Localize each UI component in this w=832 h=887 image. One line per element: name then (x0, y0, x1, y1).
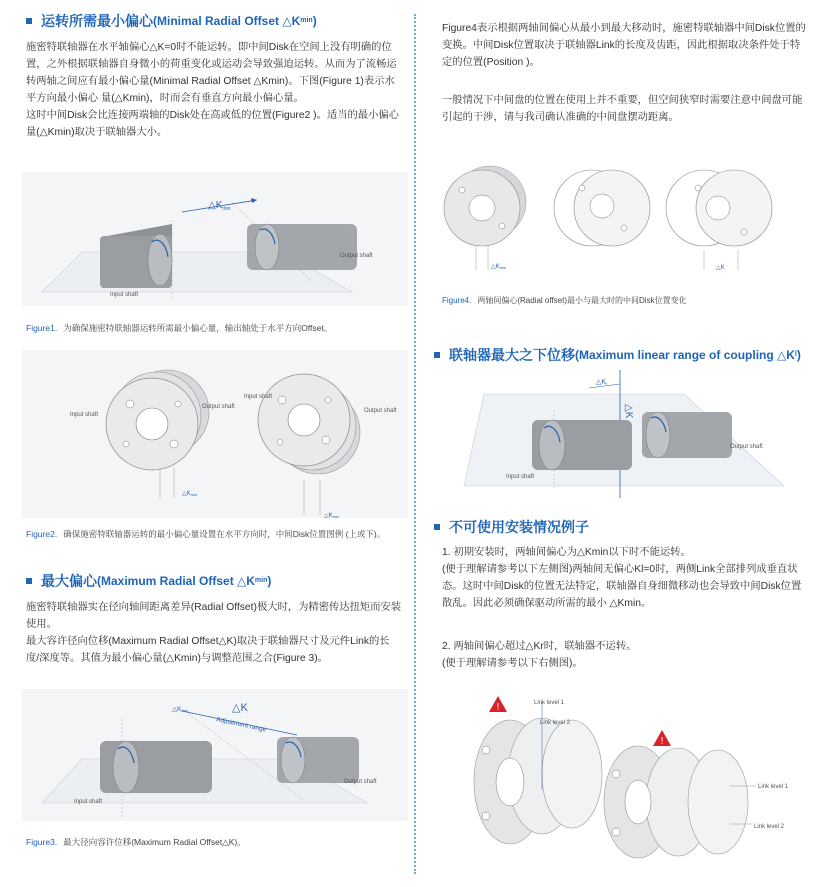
fig5-input-shaft-cylinder (532, 420, 632, 470)
warning-icon (653, 730, 671, 747)
title-en: (Maximum Radial Offset △K (97, 574, 255, 588)
figure3-caption (26, 836, 406, 849)
title-en: (Minimal Radial Offset △K (153, 14, 301, 28)
fig4-coupling-max (666, 170, 772, 246)
figure2-caption-text: 确保施密特联轴器运转的最小偏心量设置在水平方向时，中间Disk位置图例 (上或下)。 (63, 529, 386, 539)
column-divider (414, 14, 416, 874)
warning-icon (489, 696, 507, 713)
right-intro: Figure4表示根据两轴间偏心从最小到最大移动时，施密特联轴器中间Disk位置的变换。中间Disk位置取决于联轴器Link的长度及齿距，因此根据取决条件处于特定的位置(Position )。 (442, 23, 806, 68)
section2-body: 施密特联轴器实在径向轴间距离差异(Radial Offset)极大时，为精密传达扭矩而安装使用。 最大容许径向位移(Maximum Radial Offset△K)取决于联轴器尺寸及元件Link的长度/深度等。其值为最小偏心量(△Kmin)与调整范围之合(Figure 3)。 (26, 602, 402, 664)
section4-body2: 2. 两轴间偏心超过△Kr时，联轴器不运转。 (便于理解请参考以下右侧图)。 (442, 641, 637, 669)
bullet-square-icon (434, 524, 440, 530)
fig3-dk-label: △K (232, 702, 248, 714)
input-shaft-cylinder (100, 224, 172, 288)
fig6-coupling-right (604, 746, 756, 858)
title-zh: 最大偏心 (41, 573, 97, 589)
section-title-linear-range (430, 346, 810, 364)
title-end: ) (796, 348, 801, 362)
title-sub: l (794, 351, 797, 358)
figure4-image (438, 146, 810, 280)
right-intro2: 一般情况下中间盘的位置在使用上并不重要，但空间狭窄时需要注意中间盘可能引起的干涉，请与我司确认准确的中间盘摆动距离。 (442, 95, 803, 123)
figure3-label: Figure3. (26, 837, 58, 847)
bullet-square-icon (26, 18, 32, 24)
fig3-dk-min-label: △Kmin (172, 706, 188, 713)
fig5-input-shaft-label: Input shaft (506, 474, 535, 480)
figure1-caption-text: 为确保施密特联轴器运转所需最小偏心量，输出轴处于水平方向Offset。 (63, 323, 333, 333)
title-zh: 运转所需最小偏心 (41, 13, 153, 29)
section-title-max-offset (22, 572, 402, 590)
fig2-input-shaft-b: Input shaft (244, 394, 273, 400)
fig2-coupling-a (106, 370, 209, 470)
fig6-link-level-1b: Link level 1 (758, 784, 789, 790)
figure4-label: Figure4. (442, 296, 472, 305)
title-zh: 联轴器最大之下位移 (449, 347, 575, 363)
figure5-image (444, 370, 810, 498)
svg-text:!: ! (660, 736, 664, 747)
fig3-adjustment-label: Adjustment range (215, 716, 267, 734)
figure4-caption (442, 294, 810, 307)
output-shaft-cylinder (247, 224, 357, 270)
fig1-output-shaft-label: Output shaft (340, 253, 373, 259)
figure1-caption (26, 322, 406, 335)
title-sub: min (300, 17, 313, 24)
section-title-prohibited-cases (430, 518, 810, 536)
fig6-link-level-2b: Link level 2 (754, 824, 785, 830)
fig4-dk: △K (716, 265, 725, 271)
figure2-image (22, 350, 408, 518)
fig2-input-shaft-a: Input shaft (70, 412, 99, 418)
section1-body: 施密特联轴器在水平轴偏心△K=0时不能运转。即中间Disk在空间上没有明确的位置，之外根据联轴器自身微小的荷重变化或运动会导致强迫运转。从而为了流畅运转两轴之间应有最小偏心量(Minimal Radial Offset △Kmin)。下图(Figure 1)表示水平方向最小偏心 量(△Kmin)，时而会有垂直方向最小偏心量。 这时中间Disk会比连接两端轴的Disk处在高或低的位置(Figure2 )。适当的最小偏心量(△Kmin)取决于联轴器大小。 (26, 42, 399, 138)
title-zh: 不可使用安装情况例子 (449, 519, 589, 535)
svg-text:!: ! (496, 702, 500, 713)
figure2-label: Figure2. (26, 529, 58, 539)
fig5-dk-l: △Kl (596, 379, 607, 386)
fig6-link-level-1a: Link level 1 (534, 700, 565, 706)
fig3-output-shaft-label: Output shaft (344, 779, 377, 785)
title-sub: min (254, 577, 268, 584)
fig5-output-shaft-label: Output shaft (730, 444, 763, 450)
fig4-dk-min: △Kmin (491, 264, 507, 270)
title-end: ) (312, 14, 317, 28)
fig2-output-shaft-a: Output shaft (202, 404, 235, 410)
fig1-input-shaft-label: Input shaft (110, 292, 139, 298)
fig5-dk-vertical: △K (623, 404, 634, 419)
bullet-square-icon (26, 578, 32, 584)
fig3-input-shaft-cylinder (100, 741, 212, 793)
fig1-dk-label: $\triangle K_{min}$ (208, 200, 231, 212)
fig4-coupling-mid (554, 170, 650, 246)
fig3-input-shaft-label: Input shaft (74, 799, 103, 805)
fig5-output-shaft-cylinder (642, 412, 732, 458)
figure2-caption (26, 528, 388, 541)
fig2-output-shaft-b: Output shaft (364, 408, 397, 414)
figure6-image (438, 690, 810, 868)
fig2-coupling-b (258, 374, 360, 474)
fig4-coupling-min (444, 166, 526, 246)
bullet-square-icon (434, 352, 440, 358)
fig3-output-shaft-cylinder (277, 737, 359, 783)
section-title-min-offset (22, 12, 402, 30)
title-end: ) (267, 574, 272, 588)
fig6-coupling-left (474, 702, 602, 844)
fig2-dk-b: △Kmin (324, 513, 340, 518)
figure1-label: Figure1. (26, 323, 58, 333)
figure3-caption-text: 最大径向容许位移(Maximum Radial Offset△K)。 (63, 837, 246, 847)
fig6-link-level-2a: Link level 2 (540, 720, 571, 726)
figure3-image (22, 689, 408, 821)
fig2-dk-a: △Kmin (182, 491, 198, 497)
figure4-caption-text: 两轴间偏心(Radial offset)最小与最大时的中间Disk位置变化 (477, 296, 687, 305)
figure1-image (22, 172, 408, 306)
title-en: (Maximum linear range of coupling △K (575, 348, 795, 362)
section4-body1: 1. 初期安装时，两轴间偏心为△Kmin以下时不能运转。 (便于理解请参考以下左侧图)两轴间无偏心Kl=0时，两侧Link全部排列成垂直状态。这时中间Disk的位置无法特定，联轴器自身细微移动也会导致中间Disk位置散乱。因此必须确保驱动所需的最小 △Kmin。 (442, 547, 802, 609)
